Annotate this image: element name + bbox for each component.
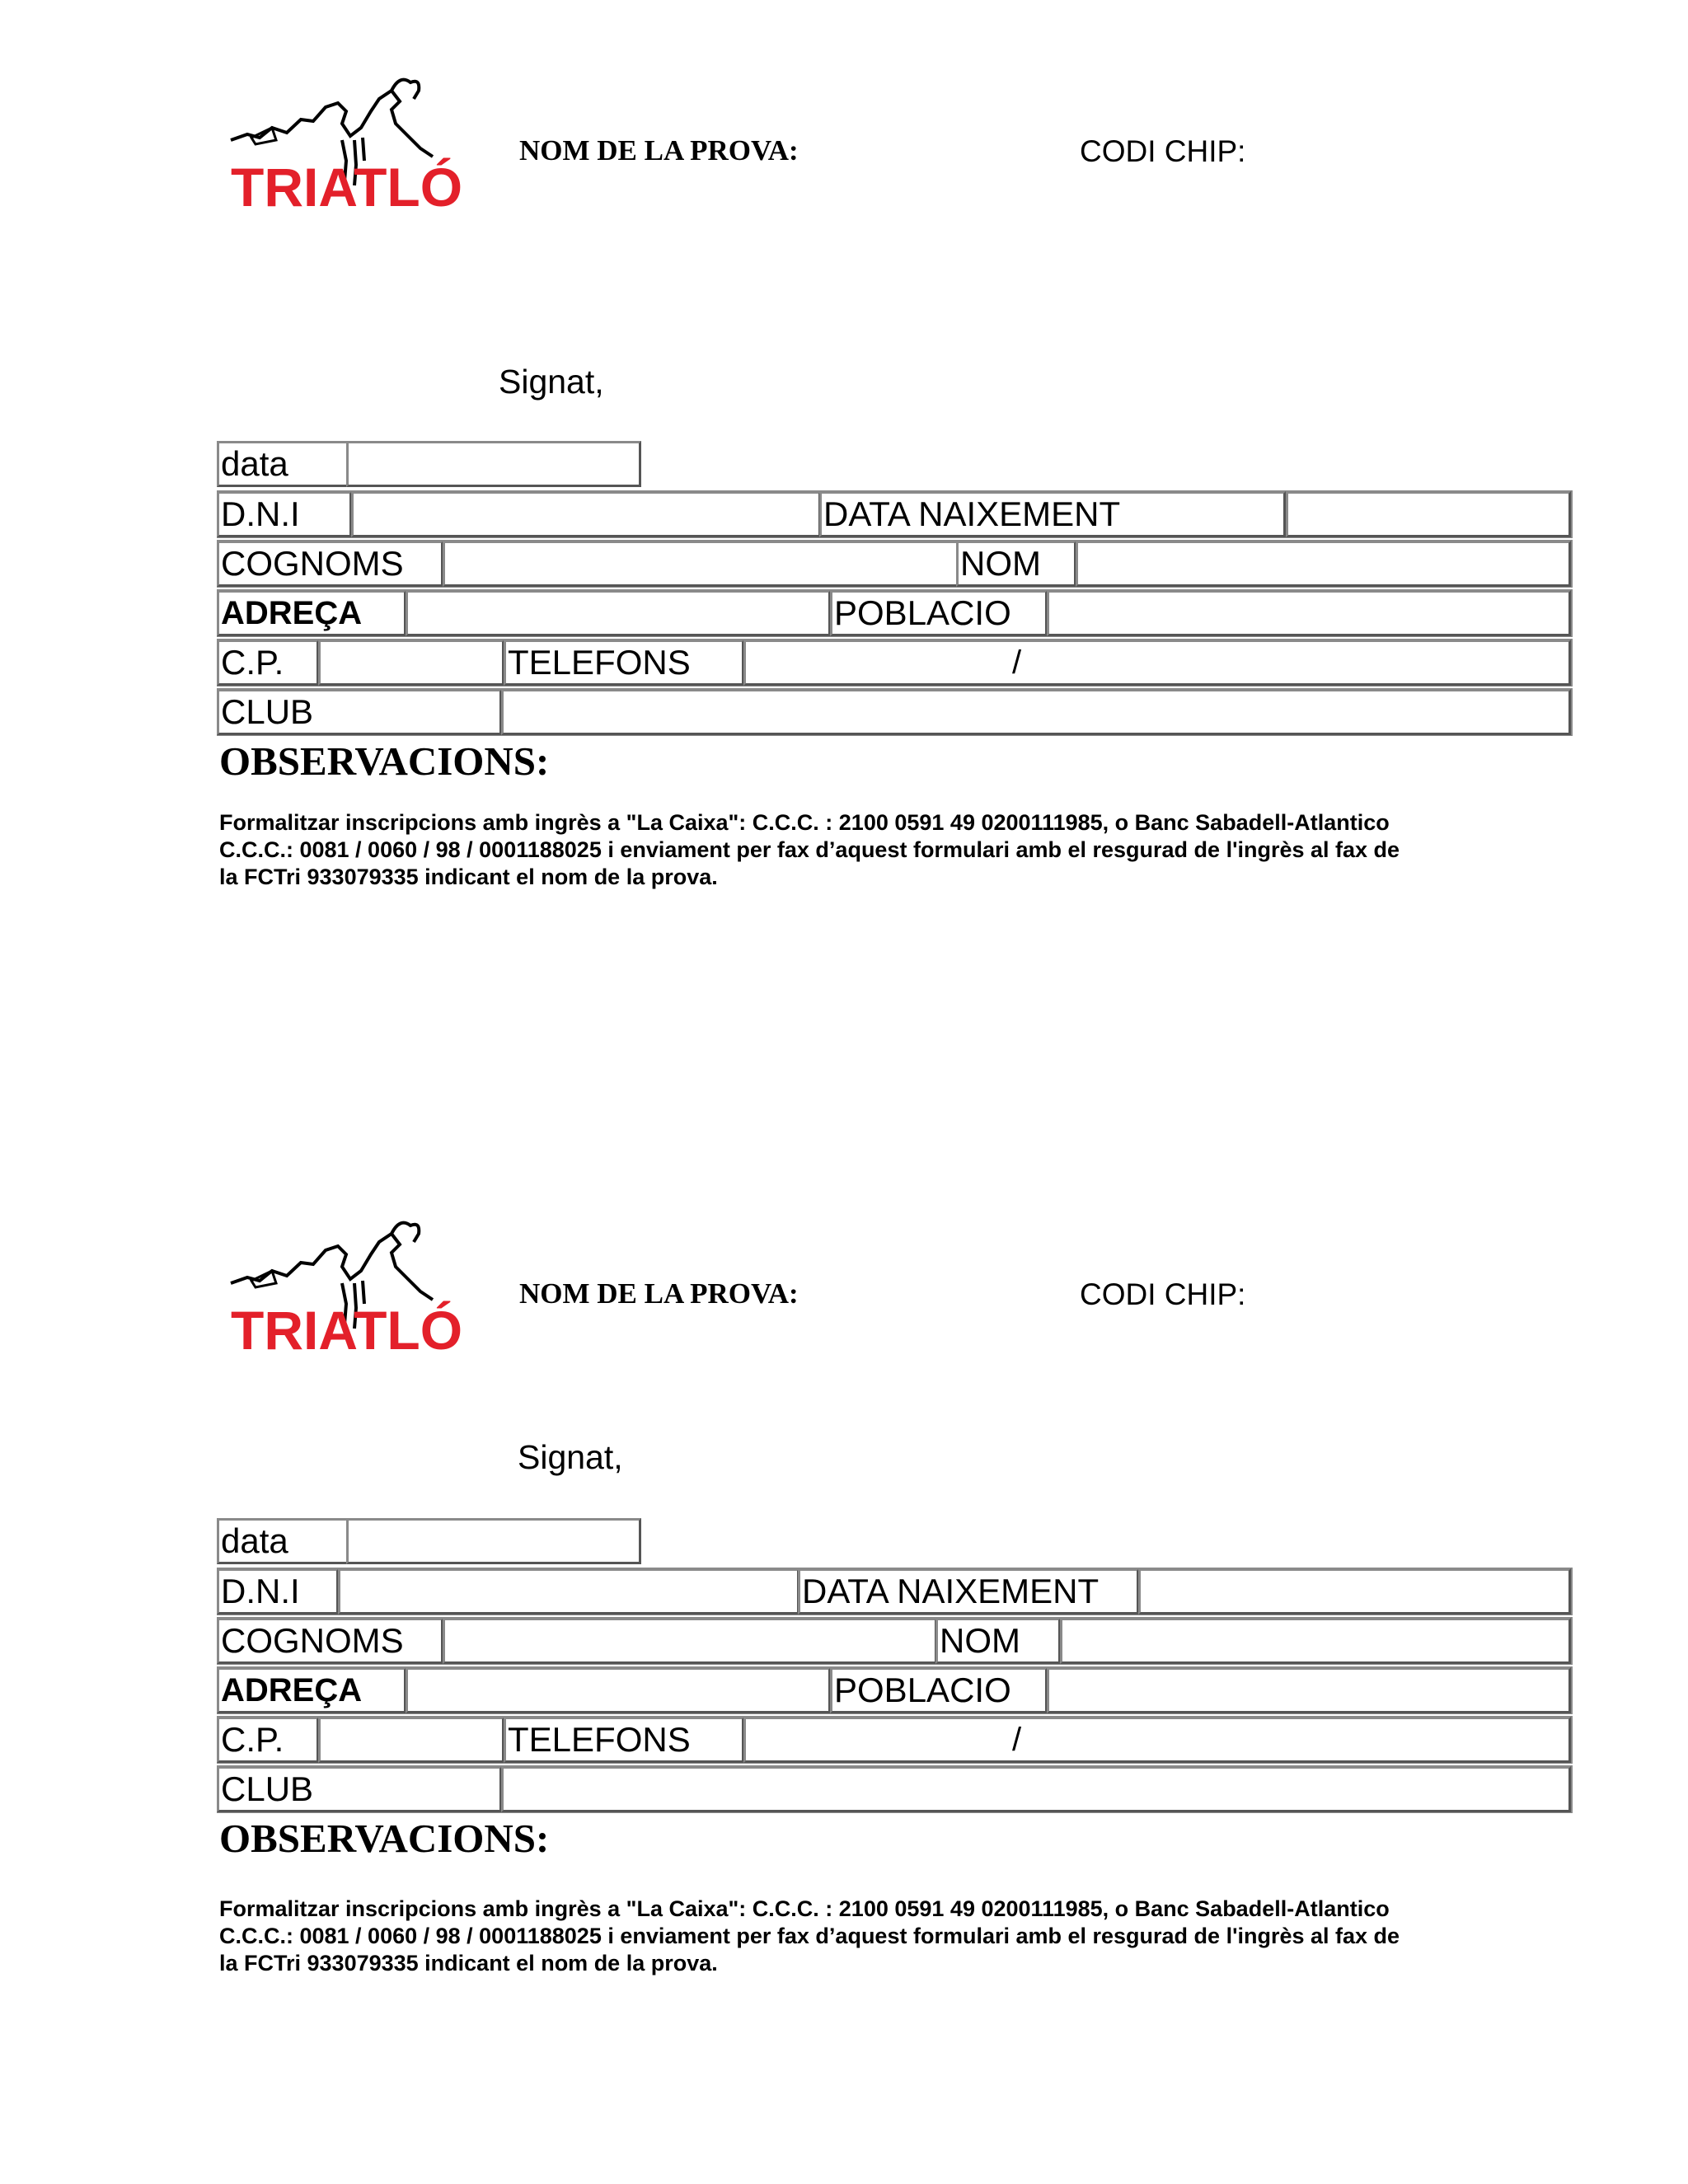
signature-label: Signat, [518,1438,623,1476]
data-naixement-label: DATA NAIXEMENT [798,1568,1139,1615]
club-field[interactable] [501,1766,1571,1812]
adreca-label: ADREÇA [217,590,406,636]
data-naixement-field[interactable] [1286,491,1571,537]
club-label: CLUB [217,1766,502,1812]
chip-label: CODI CHIP: [1080,134,1246,168]
cp-field[interactable] [318,640,504,686]
telefons-field[interactable] [743,640,1571,686]
data-naixement-field[interactable] [1138,1568,1571,1615]
payment-note [219,1896,1489,1977]
poblacio-label: POBLACIO [830,590,1048,636]
signature-label: Signat, [499,363,604,401]
club-label: CLUB [217,689,502,735]
dni-label: D.N.I [217,1568,339,1615]
adreca-label: ADREÇA [217,1667,406,1713]
triathlon-logo-graphic [223,1205,495,1370]
cp-label: C.P. [217,640,319,686]
data-field[interactable] [346,441,641,487]
triathlon-logo [223,1205,495,1370]
data-naixement-label: DATA NAIXEMENT [819,491,1286,537]
note-line: Formalitzar inscripcions amb ingrès a "La Caixa": C.C.C. : 2100 0591 49 0200111985, o Banc Sabadell-Atlantico [219,1896,1390,1921]
dni-field[interactable] [338,1568,799,1615]
nom-label: NOM [935,1618,1061,1664]
chip-label: CODI CHIP: [1080,1277,1246,1311]
telefons-separator: / [1012,644,1022,681]
club-field[interactable] [501,689,1571,735]
note-line: la FCTri 933079335 indicant el nom de la prova. [219,865,718,889]
nom-field[interactable] [1060,1618,1571,1664]
data-field[interactable] [346,1518,641,1564]
adreca-field[interactable] [406,1667,831,1713]
adreca-field[interactable] [406,590,831,636]
dni-label: D.N.I [217,491,352,537]
prova-label: NOM DE LA PROVA: [519,134,799,166]
cognoms-label: COGNOMS [217,1618,443,1664]
cognoms-field[interactable] [443,1618,937,1664]
logo-text: TRIATLÓ [231,1300,463,1361]
logo-text: TRIATLÓ [231,157,463,218]
telefons-label: TELEFONS [504,640,744,686]
telefons-separator: / [1012,1722,1022,1758]
registration-form-2 [0,1092,1688,2184]
note-line: C.C.C.: 0081 / 0060 / 98 / 0001188025 i enviament per fax d’aquest formulari amb el resgurad de l'ingrès al fax de [219,837,1400,862]
triathlon-logo [223,62,495,227]
prova-label: NOM DE LA PROVA: [519,1277,799,1310]
cognoms-field[interactable] [443,541,959,587]
poblacio-label: POBLACIO [830,1667,1048,1713]
note-line: C.C.C.: 0081 / 0060 / 98 / 0001188025 i enviament per fax d’aquest formulari amb el resgurad de l'ingrès al fax de [219,1924,1400,1948]
telefons-field[interactable] [743,1717,1571,1763]
poblacio-field[interactable] [1047,1667,1571,1713]
observacions-heading: OBSERVACIONS: [219,738,550,784]
nom-label: NOM [956,541,1076,587]
data-label: data [217,1518,349,1564]
poblacio-field[interactable] [1047,590,1571,636]
payment-note [219,809,1489,891]
observacions-heading: OBSERVACIONS: [219,1816,550,1861]
nom-field[interactable] [1076,541,1571,587]
telefons-label: TELEFONS [504,1717,744,1763]
triathlon-logo-graphic [223,62,495,227]
cp-field[interactable] [318,1717,504,1763]
dni-field[interactable] [351,491,821,537]
note-line: Formalitzar inscripcions amb ingrès a "La Caixa": C.C.C. : 2100 0591 49 0200111985, o Banc Sabadell-Atlantico [219,810,1390,835]
cognoms-label: COGNOMS [217,541,443,587]
note-line: la FCTri 933079335 indicant el nom de la prova. [219,1951,718,1975]
cp-label: C.P. [217,1717,319,1763]
data-label: data [217,441,349,487]
